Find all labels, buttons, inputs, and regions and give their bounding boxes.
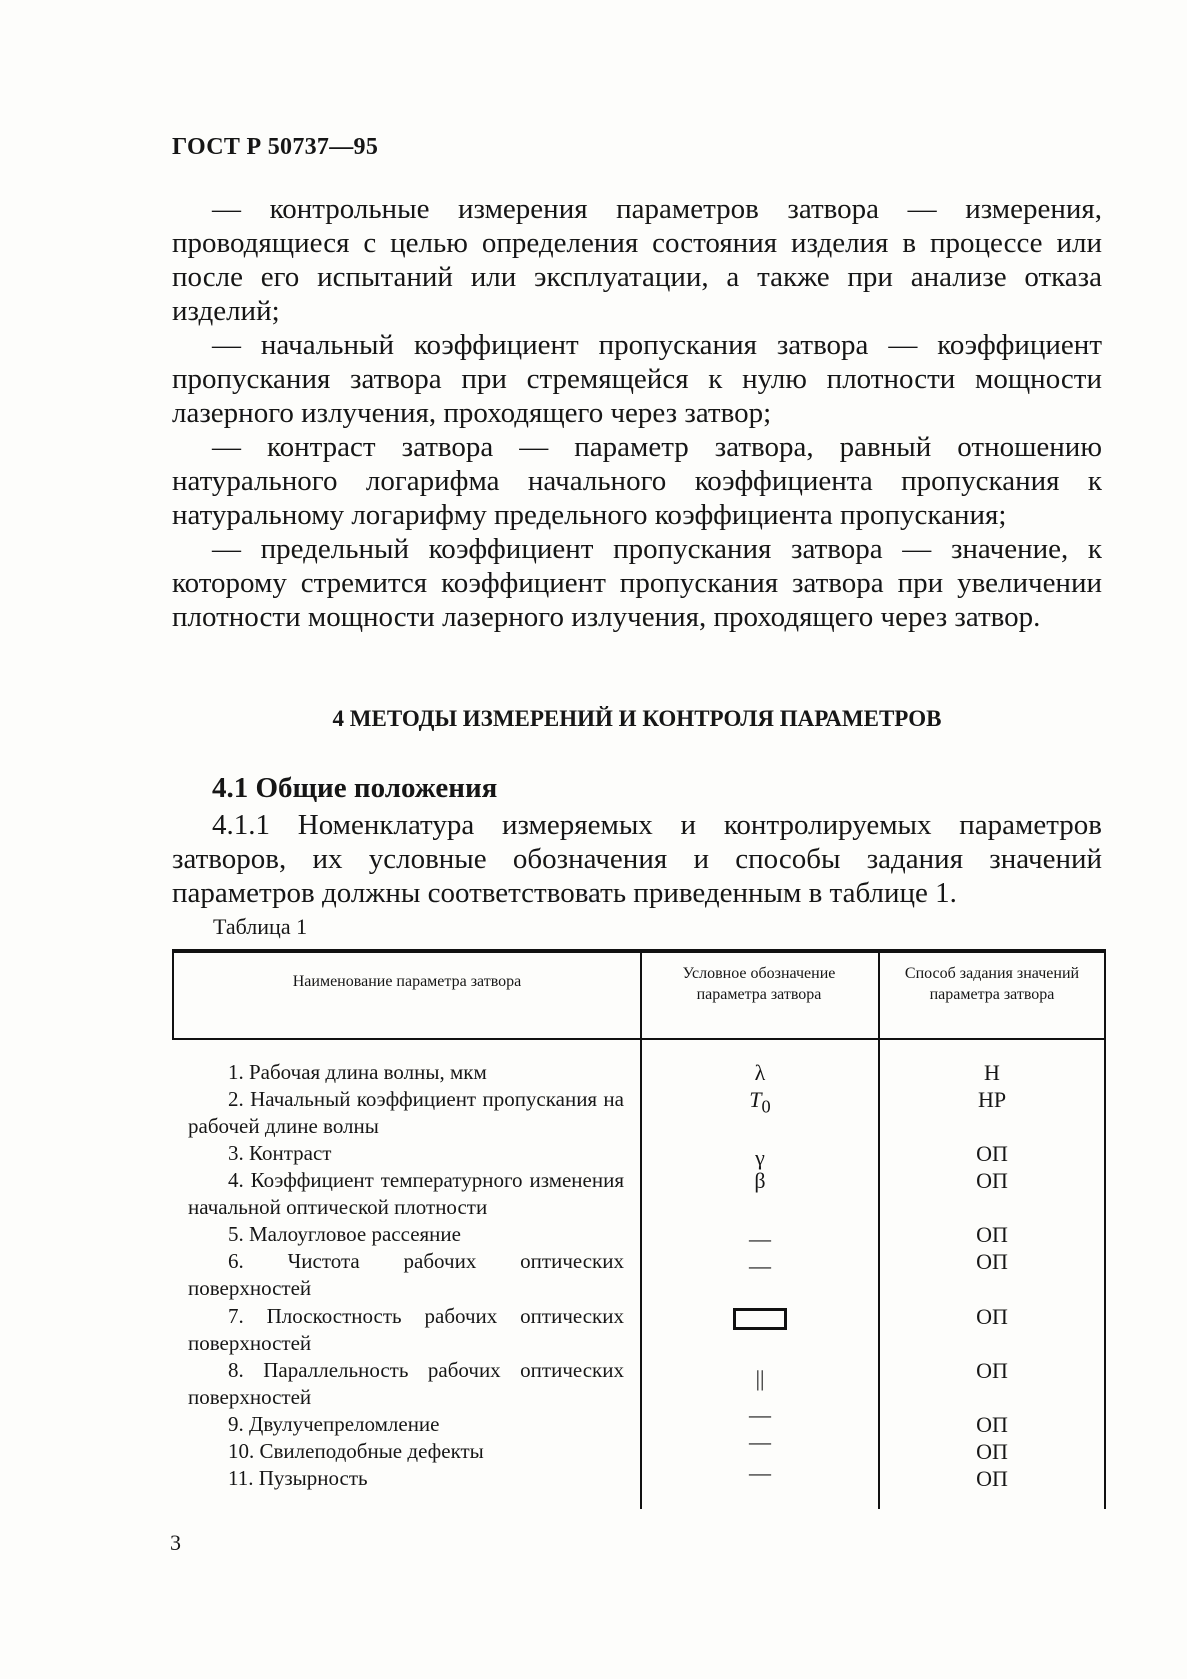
table-header-rule <box>172 1038 1106 1040</box>
definition-paragraph: — начальный коэффициент пропускания затвора — коэффициент пропускания затвора при стремящейся к нулю плотности мощности лазерного излучения, проходящего через затвор; <box>172 329 1102 429</box>
parameter-method: НР <box>977 1087 1007 1112</box>
page-number: 3 <box>170 1530 181 1555</box>
table-caption: Таблица 1 <box>213 914 308 939</box>
definition-paragraph: — предельный коэффициент пропускания затвора — значение, к которому стремится коэффициент пропускания затвора при увеличении плотности мощности лазерного излучения, проходящего через затвор. <box>172 533 1102 633</box>
definitions-text <box>172 192 1102 634</box>
table-header-method: Способ задания значений параметра затвора <box>904 965 1080 1003</box>
parameter-symbol: || <box>755 1366 765 1391</box>
parameter-symbol: λ <box>754 1060 766 1085</box>
parameter-name: 3. Контраст <box>228 1141 332 1165</box>
parameter-method: ОП <box>976 1141 1008 1166</box>
table-top-rule <box>172 949 1106 953</box>
parameter-name: 8. Параллельность рабочих оптических поверхностей <box>188 1358 624 1409</box>
rectangle-symbol-icon <box>733 1308 787 1330</box>
clause-paragraph: 4.1.1 Номенклатура измеряемых и контролируемых параметров затворов, их условные обозначения и способы задания значений параметров должны соответствовать приведенным в таблице 1. <box>172 809 1102 909</box>
subsection-title: 4.1 Общие положения <box>212 772 498 804</box>
parameter-symbol <box>640 1303 880 1330</box>
symbol-subscript: 0 <box>761 1096 771 1117</box>
parameter-name: 5. Малоугловое рассеяние <box>228 1222 461 1246</box>
definition-paragraph: — контрольные измерения параметров затвора — измерения, проводящиеся с целью определения состояния изделия в процессе или после его испытаний или эксплуатации, а также при анализе отказа изделий; <box>172 193 1102 327</box>
parameter-symbol: — <box>749 1402 771 1427</box>
symbol-text: T <box>749 1087 762 1112</box>
parameter-method: ОП <box>976 1249 1008 1274</box>
parameter-name: 7. Плоскостность рабочих оптических поверхностей <box>188 1304 624 1355</box>
parameter-name: 6. Чистота рабочих оптических поверхностей <box>188 1249 624 1300</box>
parameter-symbol <box>640 1086 880 1120</box>
parameter-method: Н <box>984 1060 1000 1085</box>
section-title: 4 МЕТОДЫ ИЗМЕРЕНИЙ И КОНТРОЛЯ ПАРАМЕТРОВ <box>332 706 942 731</box>
document-code: ГОСТ Р 50737—95 <box>172 134 379 160</box>
parameter-name: 1. Рабочая длина волны, мкм <box>228 1060 487 1084</box>
parameter-method: ОП <box>976 1412 1008 1437</box>
parameter-name: 4. Коэффициент температурного изменения начальной оптической плотности <box>188 1168 624 1219</box>
parameter-method: ОП <box>976 1168 1008 1193</box>
parameters-table <box>172 949 1106 1509</box>
parameter-symbol: — <box>749 1429 771 1454</box>
parameter-method: ОП <box>976 1466 1008 1491</box>
table-header-symbol: Условное обозначение параметра затвора <box>682 965 836 1003</box>
table-header-name: Наименование параметра затвора <box>292 973 522 990</box>
definition-paragraph: — контраст затвора — параметр затвора, равный отношению натурального логарифма начального коэффициента пропускания к натуральному логарифму предельного коэффициента пропускания; <box>172 431 1102 531</box>
parameter-symbol: γ <box>755 1145 765 1170</box>
parameter-symbol: β <box>754 1168 766 1193</box>
parameter-symbol: — <box>749 1253 771 1278</box>
table-left-border <box>172 949 174 1039</box>
parameter-method: ОП <box>976 1222 1008 1247</box>
parameter-method: ОП <box>976 1439 1008 1464</box>
parameter-name: 11. Пузырность <box>228 1466 368 1490</box>
parameter-name: 10. Свилеподобные дефекты <box>228 1439 484 1463</box>
parameter-method: ОП <box>976 1358 1008 1383</box>
parameter-method: ОП <box>976 1304 1008 1329</box>
parameter-name: 9. Двулучепреломление <box>228 1412 440 1436</box>
parameter-symbol: — <box>749 1460 771 1485</box>
parameter-symbol: — <box>749 1226 771 1251</box>
parameter-name: 2. Начальный коэффициент пропускания на рабочей длине волны <box>188 1087 624 1138</box>
